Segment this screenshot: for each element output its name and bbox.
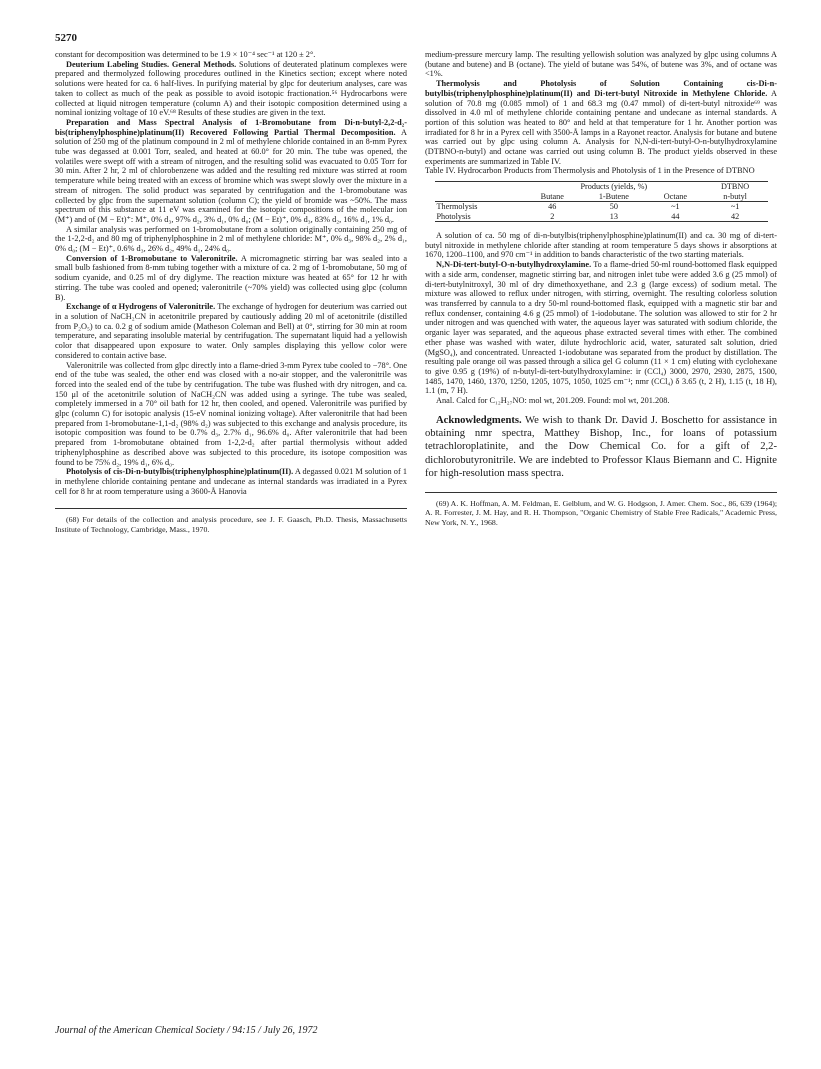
paragraph-text: To a flame-dried 50-ml round-bottomed flask equipped with a side arm, condenser, magnetic stirring bar, and nitrogen inlet tube were added 3.6 g (25 mmol) of di-tert-butylnitroxyl, 30 ml of dry dimethoxyethane, and 2.3 g (large excess) of sodium metal. The mixture was allowed to reflux under nitrogen, with stirring, overnight. The resulting colorless solution was transferred by cannula to a dry 50-ml round-bottomed flask, equipped with a magnetic stir bar and reflux condenser, containing 4.6 g (25 mmol) of 1-iodobutane. The solution was allowed to stir for 2 hr under nitrogen and was quenched with water, the aqueous layer was saturated with sodium chloride, the organic layer was separated, and the aqueous phase extracted several times with ether. The combined ether phase was washed with water, dilute hydrochloric acid, water, saturated salt solution, dried (MgSO₄), and concentrated. Unreacted 1-iodobutane was separated from the product by distillation. The resulting pale orange oil was passed through a silica gel G column (11 × 1 cm) eluting with cyclohexane to give 0.95 g (19%) of n-butyl-di-tert-butylhydroxylamine: ir (CCl₄) 3000, 2970, 2930, 2875, 1500, 1485, 1470, 1460, 1370, 1250, 1205, 1075, 1050, 1025 cm⁻¹; nmr (CCl₄) δ 3.65 (t, 2 H), 1.15 (t, 18 H), 1.1 (m, 7 H). xyxy=(425,260,777,396)
data-table xyxy=(435,181,768,222)
left-column xyxy=(55,50,407,534)
journal-footer: Journal of the American Chemical Society / 94:15 / July 26, 1972 xyxy=(55,1025,318,1036)
section-heading: Photolysis of cis-Di-n-butylbis(triphenylphosphine)platinum(II). xyxy=(66,467,294,477)
paragraph-text: A micromagnetic stirring bar was sealed into a small bulb fashioned from 8-mm tubing together with a mixture of ca. 2 mg of 1-bromobutane, 50 mg of sodium cyanide, and 0.25 ml of dry diglyme. The reaction mixture was heated at 65° for 12 hr with stirring. The tube was cooled and opened; valeronitrile (~70% yield) was collected using glpc (column B). xyxy=(55,253,408,302)
paragraph-analysis: Anal. Calcd for C₁₂H₂₇NO: mol wt, 201.209. Found: mol wt, 201.208. xyxy=(436,396,670,406)
table-cell: 13 xyxy=(580,212,648,222)
row-label: Photolysis xyxy=(435,212,525,222)
table-cell: 50 xyxy=(609,202,618,212)
footnote-68: (68) For details of the collection and analysis procedure, see J. F. Gaasch, Ph.D. Thesis, Massachusetts Institute of Technology, Cambridge, Mass., 1970. xyxy=(55,515,407,534)
section-bromobutane-prep xyxy=(55,118,407,225)
section-hydroxylamine xyxy=(425,260,777,396)
paragraph-text: A solution of 70.8 mg (0.085 mmol) of 1 and 68.3 mg (0.47 mmol) of di-tert-butyl nitroxide⁶⁹ was dissolved in 4.0 ml of methylene chloride containing pentane and undecane as internal standards. A portion of this solution was heated to 80° and held at that temperature for 1 hr. Another portion was irradiated for 8 hr in a Pyrex cell with 3500-Å lamps in a Rayonet reactor. Analysis for butane and butene was carried out by glpc using column A. Analysis for N,N-di-tert-butyl-O-n-butylhydroxylamine (DTBNO-n-butyl) and octane was carried out using column B. The product yields observed in these experiments are summarized in Table IV. xyxy=(425,88,778,166)
right-column xyxy=(425,50,777,527)
paragraph: A similar analysis was performed on 1-bromobutane from a solution originally containing 250 mg of the 1-2,2-d₂ and 80 mg of triphenylphosphine in 2 ml of methylene chloride: M⁺, 0% d₃, 98% d₂, 2% d₁, 0% d₀; (M − Et)⁺, 0.6% d₃, 26% d₂, 49% d₁, 24% d₀. xyxy=(55,224,407,254)
table-cell: 44 xyxy=(648,212,703,222)
table-cell: ~1 xyxy=(730,202,740,212)
footnote-69: (69) A. K. Hoffman, A. M. Feldman, E. Gelblum, and W. G. Hodgson, J. Amer. Chem. Soc., 86, 639 (1964); A. R. Forrester, J. M. Hay, and R. H. Thompson, "Organic Chemistry of Stable Free Radicals," Academic Press, New York, N. Y., 1968. xyxy=(425,499,777,527)
column-header: n-butyl xyxy=(703,192,768,202)
column-header: Butane xyxy=(525,192,580,202)
table-header-row xyxy=(435,192,768,202)
section-heading: Exchange of α Hydrogens of Valeronitrile. xyxy=(66,302,216,312)
footnotes xyxy=(425,492,777,527)
paragraph: constant for decomposition was determined to be 1.9 × 10⁻⁴ sec⁻¹ at 120 ± 2°. xyxy=(55,50,316,59)
paragraph-text: Solutions of deuterated platinum complexes were prepared and thermolyzed following procedures outlined in the Kinetics section; except where noted solutions were heated for ca. 6 half-lives. In purifying material by glpc for deuterium analyses, care was taken to collect as much of the peak as possible to avoid isotopic fractionation.⁵⁶ Hydrocarbons were collected at liquid nitrogen temperature (column A) and their isotopic composition determined using a nominal ionizing voltage of 10 eV.⁶⁸ Results of these studies are given in the text. xyxy=(55,59,407,118)
table-row xyxy=(435,202,768,212)
table-cell: 46 xyxy=(548,202,557,212)
section-deuterium-labeling xyxy=(55,60,407,118)
paragraph-text: A degassed 0.021 M solution of 1 in methylene chloride containing pentane and undecane as internal standards was irradiated in a Pyrex cell for 8 hr at room temperature using a 3600-Å Hanovia xyxy=(55,467,408,496)
section-photolysis xyxy=(55,467,407,496)
section-valeronitrile-conversion xyxy=(55,254,407,303)
table-cell: ~1 xyxy=(671,202,680,212)
column-header: Octane xyxy=(648,192,703,202)
section-heading: Deuterium Labeling Studies. General Methods. xyxy=(66,59,237,69)
table-header-row xyxy=(435,182,768,192)
section-heading: Thermolysis and Photolysis of Solution Containing cis-Di-n-butylbis(triphenylphosphine)platinum(II) and Di-tert-butyl Nitroxide in Methylene Chloride. xyxy=(425,79,777,98)
table-cell: 2 xyxy=(525,212,580,222)
paragraph: A solution of ca. 50 mg of di-n-butylbis(triphenylphosphine)platinum(II) and ca. 30 mg of di-tert-butyl nitroxide in methylene chloride after standing at room temperature 5 days shows ir absorptions at 1670, 1200–1100, and 970 cm⁻¹ in addition to bands characteristic of the two starting materials. xyxy=(425,231,777,260)
section-heading: N,N-Di-tert-butyl-O-n-butylhydroxylamine. xyxy=(436,260,592,270)
paragraph-text: The exchange of hydrogen for deuterium was carried out in a solution of NaCH₂CN in acetonitrile prepared by cautiously adding 20 ml of acetonitrile (distilled from P₂O₅) to ca. 0.2 g of sodium amide (Matheson Coleman and Bell) at 0°, stirring for 30 min at room temperature, and separating insoluble material by centrifugation. The supernatant liquid had a yellowish color that disappeared upon exposure to water. Only samples displaying this yellow color were considered to contain active base. xyxy=(55,302,407,360)
footnotes xyxy=(55,508,407,533)
column-header: DTBNO xyxy=(703,182,768,192)
span-header xyxy=(525,182,703,192)
page-number: 5270 xyxy=(55,32,77,44)
span-header-text: Products (yields, %) xyxy=(580,182,648,192)
section-alpha-exchange xyxy=(55,302,407,360)
table-title: Table IV. Hydrocarbon Products from Thermolysis and Photolysis of 1 in the Presence of DTBNO xyxy=(425,166,755,176)
acknowledgments-text: We wish to thank Dr. David J. Boschetto for assistance in obtaining nmr spectra, Matthey Bishop, Inc., for loans of potassium tetrachloroplatinite, and the Dow Chemical Co. for a gift of 2,2-dichlorobutyronitrile. We are indebted to Professor Klaus Biemann and C. Hignite for high-resolution mass spectra. xyxy=(425,414,777,479)
section-heading: Preparation and Mass Spectral Analysis of 1-Bromobutane from Di-n-butyl-2,2-d₂-bis(triphenylphosphine)platinum(II) Recovered Following Partial Thermal Decomposition. xyxy=(55,117,407,137)
row-label: Thermolysis xyxy=(436,202,478,212)
paragraph: medium-pressure mercury lamp. The resulting yellowish solution was analyzed by glpc using columns A (butane and butene) and B (octane). The yield of butane was 54%, of butene was 3%, and of octane was <1%. xyxy=(425,50,777,79)
acknowledgments xyxy=(425,414,777,480)
column-header: 1-Butene xyxy=(580,192,648,202)
acknowledgments-heading: Acknowledgments. xyxy=(436,414,522,426)
paragraph: Valeronitrile was collected from glpc directly into a flame-dried 3-mm Pyrex tube cooled to −78°. One end of the tube was sealed, the other end was closed with a no-air stopper, and the valeronitrile was forced into the sealed end of the tube by centrifugation. The tube was flushed with dry nitrogen, and ca. 150 μl of the acetonitrile solution of NaCH₂CN was added using a syringe. The tube was sealed, completely immersed in a 70° oil bath for 12 hr, then cooled, and opened. Valeronitrile was purified by glpc (column C) for isotopic analysis (15-eV nominal ionizing voltage). After valeronitrile that had been prepared from 1-bromobutane-1,1-d₂ (98% d₂) was subjected to this exchange and analysis procedure, its isotopic composition was found to be 0.7% d₃, 2.7% d₁, 96.6% d₀. After valeronitrile that had been prepared from 1-bromobutane obtained from 1-2,2-d₂ after partial thermolysis without added triphenylphosphine as described above was subjected to this procedure, its isotope composition was found to be 75% d₂, 19% d₁, 6% d₀. xyxy=(55,360,407,467)
table-cell: 42 xyxy=(703,212,768,222)
section-thermolysis-photolysis xyxy=(425,79,777,166)
section-heading: Conversion of 1-Bromobutane to Valeronitrile. xyxy=(66,253,238,263)
paragraph-text: A solution of 250 mg of the platinum compound in 2 ml of methylene chloride contained in an 8-mm Pyrex tube was degassed at 0.001 Torr, sealed, and heated at 60.0° for 20 min. The tube was opened, the volatiles were swept off with a stream of nitrogen, and the resulting solid was evacuated to 0.05 Torr for 30 min. After 2 hr, 2 ml of chlorobenzene was added and the resulting red mixture was stirred at room temperature while being treated with an excess of bromine which was swept slowly over the mixture in a stream of nitrogen. The solid product was separated by centrifugation and the 1-bromobutane was collected by glpc from the supernatant solution (column C); the yield of bromide was ~50%. The mass spectrum of this substance at 11 eV was examined for the isotopic compositions of the molecular ion (M⁺) and of (M − Et)⁺: M⁺, 0% d₃, 97% d₂, 3% d₁, 0% d₀; (M − Et)⁺, 0% d₃, 83% d₂, 16% d₁, 1% d₀. xyxy=(55,127,407,224)
table-row xyxy=(435,212,768,222)
